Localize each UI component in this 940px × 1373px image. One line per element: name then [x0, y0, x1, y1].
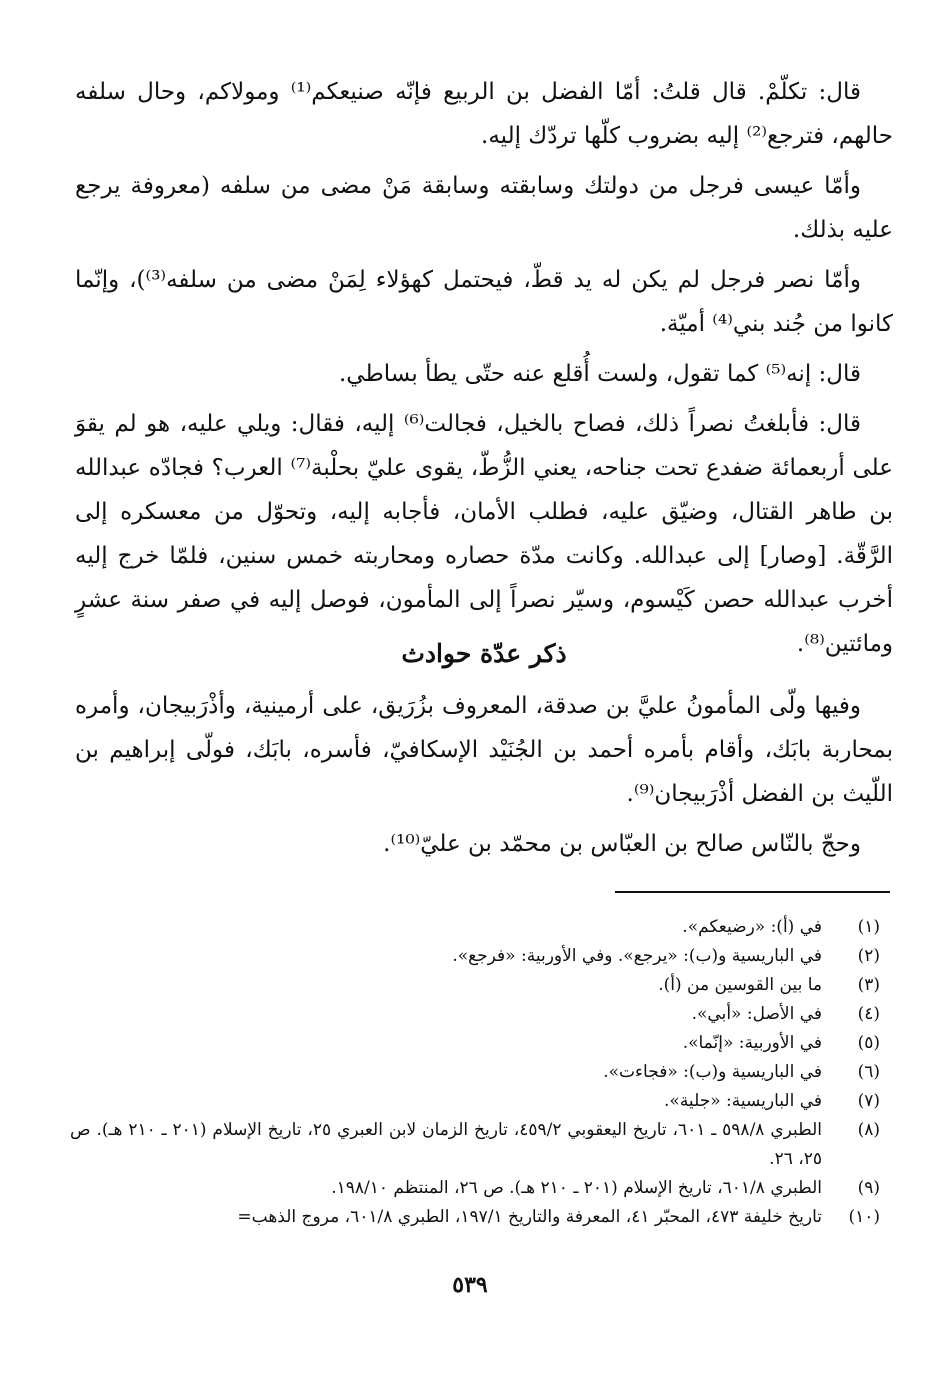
footnote-item	[70, 1029, 880, 1058]
footnote-number: (٦)	[857, 1062, 880, 1082]
main-text-block	[75, 70, 893, 666]
footnote-text: في الباريسية: «جلية».	[664, 1091, 822, 1111]
section-text-block	[75, 684, 893, 866]
footnote-text: في الأصل: «أبي».	[691, 1004, 822, 1024]
body-paragraph: قال: تكلّمْ. قال قلتُ: أمّا الفضل بن الربيع فإنّه صنيعكم⁽¹⁾ ومولاكم، وحال سلفه حالهم، فترجع⁽²⁾ إليه بضروب كلّها تردّك إليه.	[75, 79, 893, 149]
footnote-item	[70, 1058, 880, 1087]
footnote-number: (٥)	[857, 1033, 880, 1053]
body-paragraph: قال: إنه⁽⁵⁾ كما تقول، ولست أُقلع عنه حتّى يطأ بساطي.	[339, 361, 861, 387]
footnote-number: (٨)	[857, 1120, 880, 1140]
footnote-number: (٤)	[857, 1004, 880, 1024]
footnotes-list	[70, 913, 880, 1232]
footnote-text: ما بين القوسين من (أ).	[658, 975, 822, 995]
footnote-text: الطبري ٦٠١/٨، تاريخ الإسلام (٢٠١ ـ ٢١٠ هـ). ص ٢٦، المنتظم ١٩٨/١٠.	[331, 1178, 822, 1198]
page-number: ٥٣٩	[452, 1272, 488, 1298]
footnote-number: (٧)	[857, 1091, 880, 1111]
body-paragraph: وأمّا نصر فرجل لم يكن له يد قطّ، فيحتمل كهؤلاء لِمَنْ مضى من سلفه⁽³⁾)، وإنّما كانوا من جُند بني⁽⁴⁾ أميّة.	[75, 267, 893, 337]
body-paragraph: قال: فأبلغتُ نصراً ذلك، فصاح بالخيل، فجالت⁽⁶⁾ إليه، فقال: ويلي عليه، هو لم يقوَ على أربعمائة ضفدع تحت جناحه، يعني الزُّطّ، يقوى عليّ بحلْبة⁽⁷⁾ العرب؟ فجادّه عبدالله بن طاهر القتال، وضيّق عليه، فطلب الأمان، فأجابه إليه، وتحوّل من معسكره إلى الرَّقّة. [وصار] إلى عبدالله. وكانت مدّة حصاره ومحاربته خمس سنين، فلمّا خرج إليه أخرب عبدالله حصن كَيْسوم، وسيّر نصراً إلى المأمون، فوصل إليه في صفر سنة عشرٍ ومائتين⁽⁸⁾.	[75, 411, 893, 657]
footnote-item	[70, 913, 880, 942]
footnote-number: (١)	[857, 917, 880, 937]
footnote-text: تاريخ خليفة ٤٧٣، المحبّر ٤١، المعرفة والتاريخ ١٩٧/١، الطبري ٦٠١/٨، مروج الذهب=	[237, 1207, 822, 1227]
footnote-number: (٩)	[857, 1178, 880, 1198]
body-paragraph: وحجّ بالنّاس صالح بن العبّاس بن محمّد بن عليّ⁽¹⁰⁾.	[383, 831, 861, 857]
footnote-number: (٣)	[857, 975, 880, 995]
footnote-text: في الباريسية و(ب): «فجاءت».	[603, 1062, 822, 1082]
body-paragraph: وفيها ولّى المأمونُ عليَّ بن صدقة، المعروف بزُرَيق، على أرمينية، وأذْرَبيجان، وأمره بمحاربة بابَك، وأقام بأمره أحمد بن الجُنَيْد الإسكافيّ، فأسره، بابَك، فولّى إبراهيم بن اللّيث بن الفضل أذْرَبيجان⁽⁹⁾.	[75, 693, 893, 807]
footnote-number: (١٠)	[848, 1207, 880, 1227]
footnote-text: في (أ): «رضيعكم».	[682, 917, 822, 937]
section-heading: ذكر عدّة حوادث	[401, 639, 567, 668]
body-paragraph: وأمّا عيسى فرجل من دولتك وسابقته وسابقة مَنْ مضى من سلفه (معروفة يرجع عليه بذلك.	[75, 173, 893, 243]
footnote-item	[70, 1000, 880, 1029]
footnote-item	[70, 1087, 880, 1116]
footnote-item	[70, 1203, 880, 1232]
footnote-item	[70, 942, 880, 971]
footnote-text: في الأوربية: «إنّما».	[682, 1033, 822, 1053]
footnote-item	[70, 1116, 880, 1174]
footnote-text: في الباريسية و(ب): «يرجع». وفي الأوربية: «فرجع».	[452, 946, 822, 966]
footnote-item	[70, 1174, 880, 1203]
footnote-text: الطبري ٥٩٨/٨ ـ ٦٠١، تاريخ اليعقوبي ٤٥٩/٢، تاريخ الزمان لابن العبري ٢٥، تاريخ الإسلام (٢٠١ ـ ٢١٠ هـ). ص ٢٥، ٢٦.	[70, 1120, 822, 1169]
footnote-item	[70, 971, 880, 1000]
footnote-number: (٢)	[857, 946, 880, 966]
footnote-separator	[615, 891, 890, 893]
